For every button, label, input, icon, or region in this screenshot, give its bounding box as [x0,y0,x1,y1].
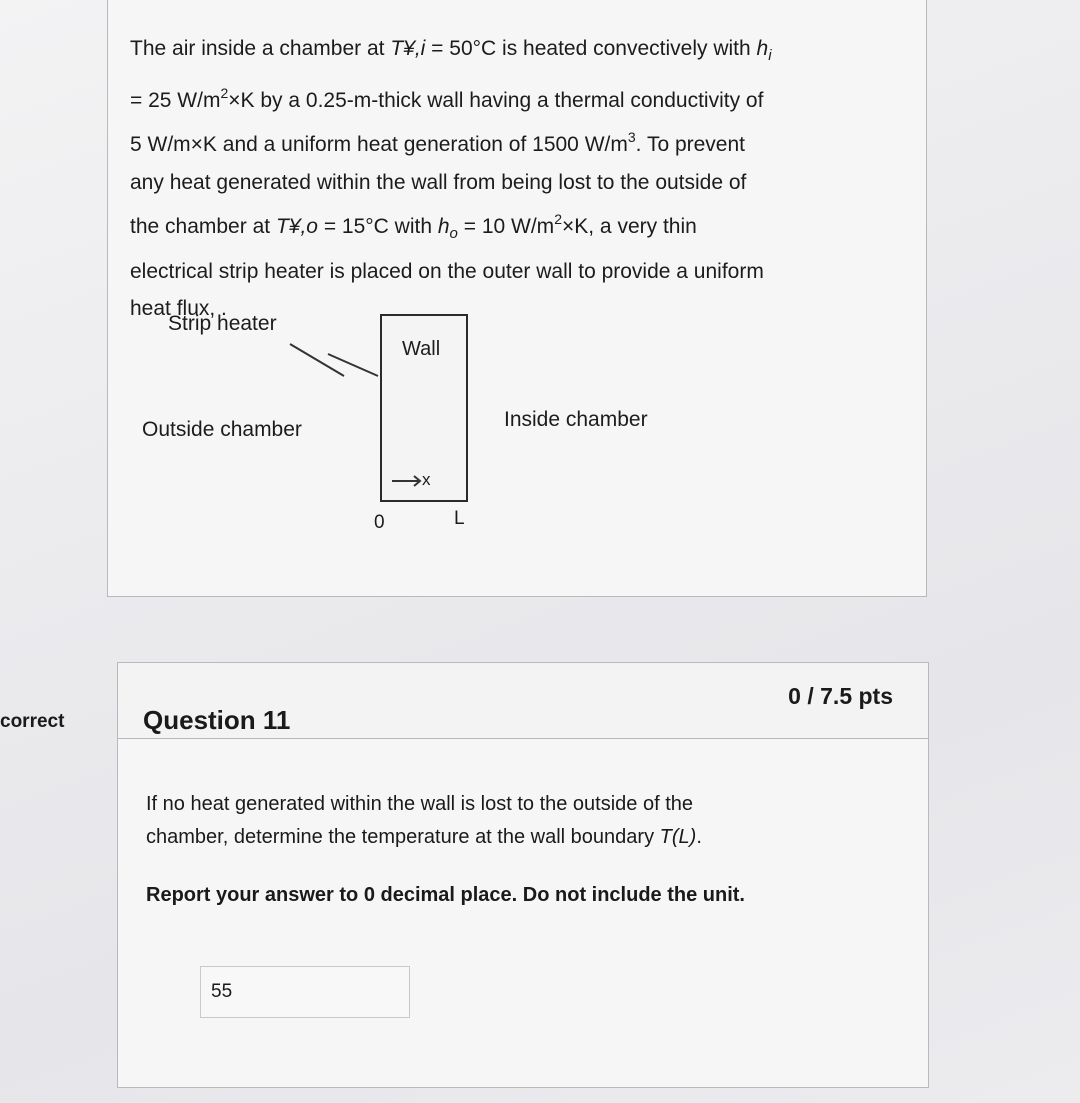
t-inf-o-symbol: T¥,o [275,215,318,238]
origin-label: 0 [374,512,385,533]
question-text: chamber, determine the temperature at the wall boundary [146,826,655,848]
wall-label: Wall [402,338,441,360]
prompt-line-3 [130,119,900,164]
prompt-line-5 [130,201,900,253]
prompt-text: by a 0.25-m-thick wall having a thermal conductivity of [260,88,764,112]
outside-chamber-label: Outside chamber [142,418,302,441]
question-title: Question 11 [143,705,291,735]
superscript: 2 [554,211,562,227]
prompt-text: = 10 W/m [463,215,555,238]
t-inf-i-value: = 50°C [431,37,497,60]
t-inf-i-symbol: T¥,i [390,37,426,60]
prompt-line-4: any heat generated within the wall from being lost to the outside of [130,170,747,194]
question-points: 0 / 7.5 pts [788,683,893,709]
question-instruction: Report your answer to 0 decimal place. Do not include the unit. [146,884,745,906]
t-of-l-symbol: T(L) [659,826,697,848]
previous-question-card [107,0,927,597]
answer-value: 55 [211,981,233,1002]
x-axis-label: x [422,470,431,489]
h-o-subscript: o [449,225,458,242]
h-i-value: = 25 W/m [130,88,221,112]
length-label: L [454,508,465,529]
answer-field[interactable] [200,966,410,1018]
prompt-text: 5 W/m×K and a uniform heat generation of 1500 W/m [130,133,628,156]
question-body [146,788,886,912]
h-i-symbol: h [756,37,769,60]
inside-chamber-label: Inside chamber [504,408,648,431]
prompt-text: the chamber at [130,215,271,238]
wall-diagram [138,312,698,552]
prompt-line-1 [130,30,900,75]
prompt-text: = 15°C with [323,215,433,238]
prompt-line-7: heat flux, . [130,297,227,320]
question-text-line-2 [146,821,886,854]
question-text-line-1: If no heat generated within the wall is lost to the outside of the [146,793,694,815]
answer-status-label: correct [0,711,65,732]
prompt-text: is heated convectively with [502,37,751,60]
unit-tail: ×K [228,88,255,112]
prompt-text: . To prevent [635,133,746,156]
question-prompt [130,30,900,328]
strip-heater-label: Strip heater [168,312,277,335]
question-text: . [696,826,702,848]
h-i-subscript: i [768,47,772,64]
h-o-symbol: h [437,215,450,238]
prompt-text: ×K, a very thin [561,215,697,238]
question-header [118,663,928,739]
x-axis-arrow-icon [386,472,446,492]
prompt-line-6: electrical strip heater is placed on the outer wall to provide a uniform [130,259,764,283]
question-card [117,662,929,1088]
prompt-line-2 [130,75,900,120]
prompt-text: The air inside a chamber at [130,37,385,60]
superscript: 2 [220,84,229,101]
superscript: 3 [627,129,636,145]
